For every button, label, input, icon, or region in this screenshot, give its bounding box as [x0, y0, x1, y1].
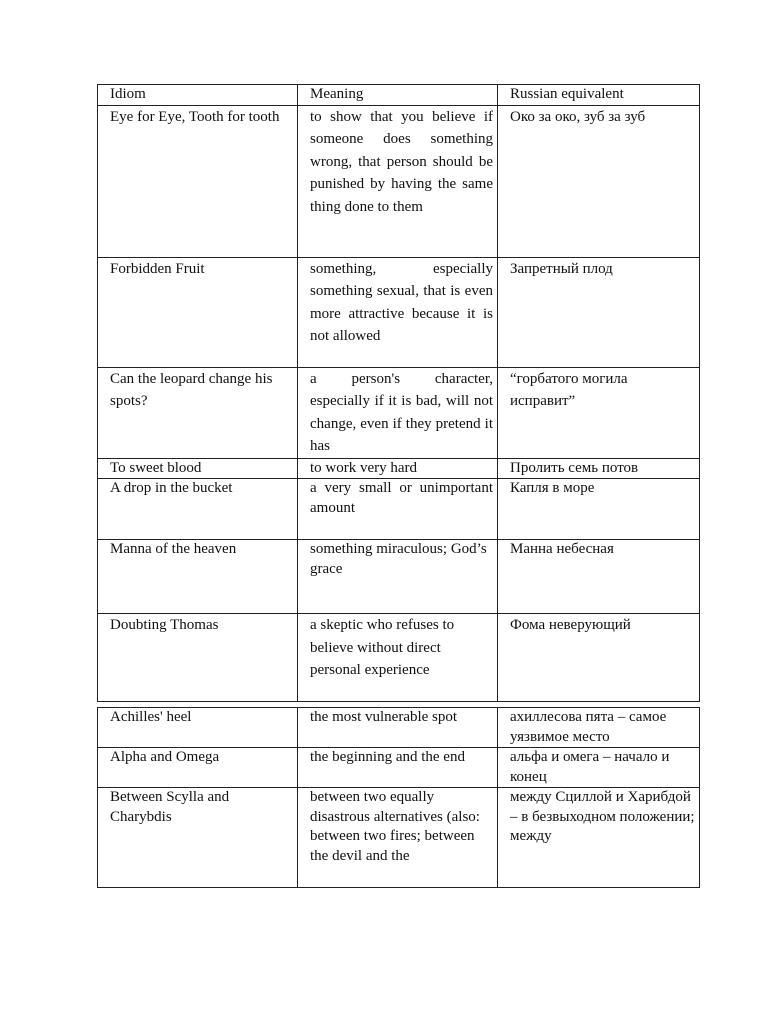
meaning-cell: a very small or unimportant amount	[298, 479, 498, 540]
table-row	[98, 788, 700, 888]
meaning-cell: the most vulnerable spot	[298, 708, 498, 748]
table-row	[98, 479, 700, 540]
idiom-cell: A drop in the bucket	[98, 479, 298, 540]
meaning-cell: the beginning and the end	[298, 748, 498, 788]
table-row	[98, 614, 700, 702]
russian-cell: Око за око, зуб за зуб	[498, 105, 700, 257]
table-row	[98, 748, 700, 788]
meaning-cell: something miraculous; God’s grace	[298, 540, 498, 614]
russian-cell: Капля в море	[498, 479, 700, 540]
meaning-cell: a person's character, especially if it is bad, will not change, even if they pretend it has	[298, 367, 498, 458]
russian-cell: Манна небесная	[498, 540, 700, 614]
russian-cell: между Сциллой и Харибдой – в безвыходном положении; между	[498, 788, 700, 888]
idiom-cell: Manna of the heaven	[98, 540, 298, 614]
idiom-cell: Achilles' heel	[98, 708, 298, 748]
idiom-cell: Alpha and Omega	[98, 748, 298, 788]
table-row	[98, 257, 700, 367]
idiom-cell: Eye for Eye, Tooth for tooth	[98, 105, 298, 257]
header-russian: Russian equivalent	[498, 85, 700, 106]
header-meaning: Meaning	[298, 85, 498, 106]
table-row	[98, 458, 700, 479]
russian-cell: “горбатого могила исправит”	[498, 367, 700, 458]
russian-cell: Фома неверующий	[498, 614, 700, 702]
russian-cell: Пролить семь потов	[498, 458, 700, 479]
idioms-table-continued	[97, 707, 700, 888]
table-row	[98, 540, 700, 614]
russian-cell: ахиллесова пята – самое уязвимое место	[498, 708, 700, 748]
table-row	[98, 105, 700, 257]
russian-cell: Запретный плод	[498, 257, 700, 367]
header-idiom: Idiom	[98, 85, 298, 106]
russian-cell: альфа и омега – начало и конец	[498, 748, 700, 788]
idiom-cell: Forbidden Fruit	[98, 257, 298, 367]
meaning-cell: between two equally disastrous alternatives (also: between two fires; between the devil and the	[298, 788, 498, 888]
table-row	[98, 367, 700, 458]
table-header-row	[98, 85, 700, 106]
idiom-cell: Between Scylla and Charybdis	[98, 788, 298, 888]
idiom-cell: Can the leopard change his spots?	[98, 367, 298, 458]
idiom-cell: To sweet blood	[98, 458, 298, 479]
table-row	[98, 708, 700, 748]
idioms-table	[97, 84, 700, 702]
idiom-cell: Doubting Thomas	[98, 614, 298, 702]
meaning-cell: a skeptic who refuses to believe without direct personal experience	[298, 614, 498, 702]
meaning-cell: to work very hard	[298, 458, 498, 479]
meaning-cell: to show that you believe if someone does something wrong, that person should be punished by having the same thing done to them	[298, 105, 498, 257]
meaning-cell: something, especially something sexual, that is even more attractive because it is not allowed	[298, 257, 498, 367]
